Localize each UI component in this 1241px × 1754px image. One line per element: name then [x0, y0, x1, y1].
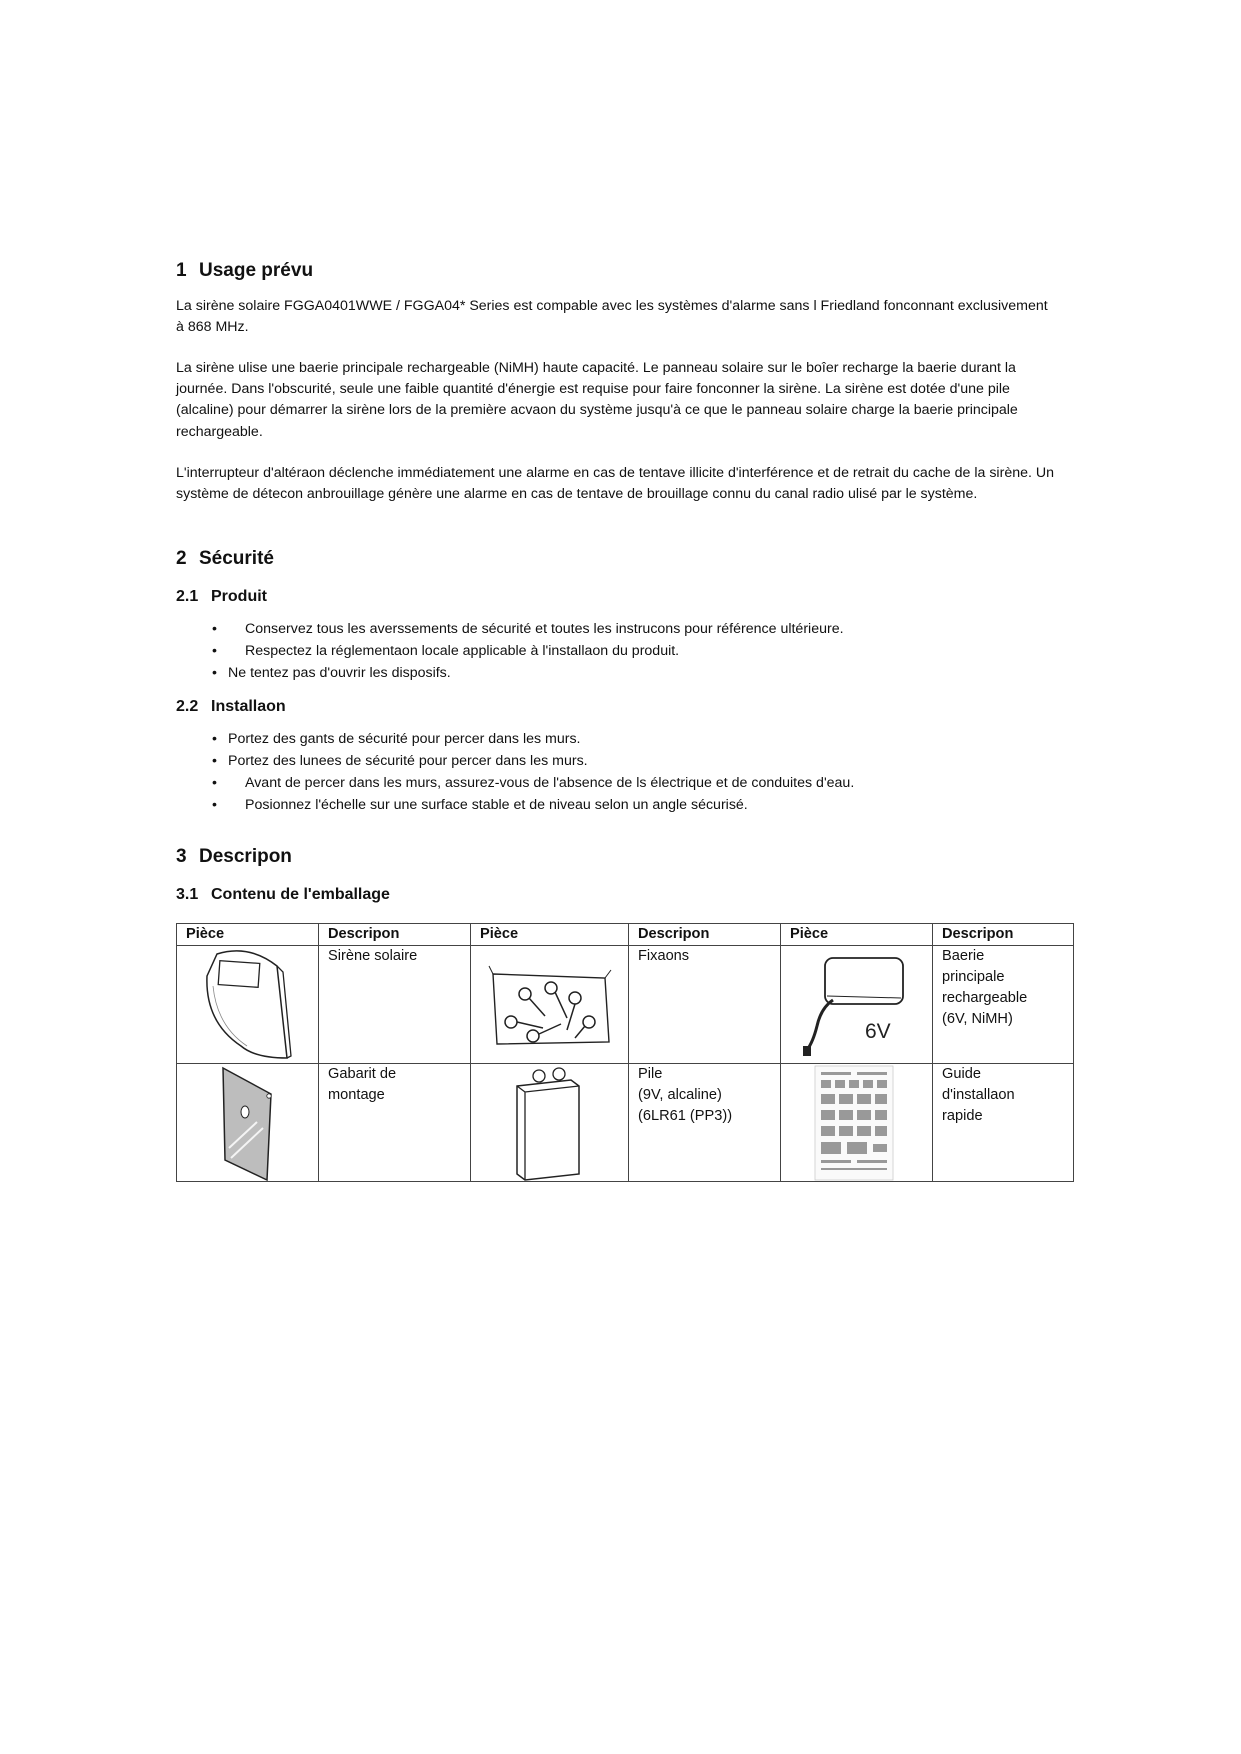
description-line: principale	[942, 969, 1005, 985]
battery-pack-icon	[781, 946, 933, 1064]
mounting-template-icon	[177, 1064, 319, 1182]
piece-image-cell	[781, 946, 933, 1064]
description-line: (9V, alcaline)	[638, 1087, 722, 1103]
description-cell	[629, 1064, 781, 1182]
table-row	[177, 1064, 1074, 1182]
intended-use-paragraph-2: La sirène ulise une baerie principale rechargeable (NiMH) haute capacité. Le panneau solaire sur le boîer recharge la baerie durant la journée. Dans l'obscurité, seule une faible quantité d'énergie est requise pour faire fonconner la sirène. La sirène est dotée d'une pile (alcaline) pour démarrer la sirène lors de la première acvaon du système jusqu'à ce que le panneau solaire charge la baerie principale rechargeable.	[176, 360, 1018, 440]
section-2-heading	[176, 548, 274, 570]
section-3-heading	[176, 846, 292, 868]
description-line: (6LR61 (PP3))	[638, 1108, 733, 1124]
list-item-text: Ne tentez pas d'ouvrir les disposifs.	[228, 665, 451, 681]
bullet-icon: •	[212, 665, 217, 681]
description-cell	[319, 1064, 471, 1182]
description-cell	[933, 946, 1074, 1064]
description-line: Pile	[638, 1066, 663, 1082]
description-line: Gabarit de	[328, 1066, 397, 1082]
description-line: (6V, NiMH)	[942, 1011, 1013, 1027]
table-header-row	[177, 924, 1074, 946]
column-header: Descripon	[319, 924, 471, 946]
bullet-icon: •	[212, 621, 217, 637]
package-contents-table	[176, 923, 1074, 1182]
description-line: Fixaons	[638, 948, 690, 964]
piece-image-cell	[471, 1064, 629, 1182]
list-item-text: Portez des lunees de sécurité pour percer dans les murs.	[228, 753, 588, 769]
piece-image-cell	[177, 946, 319, 1064]
list-item-text: Posionnez l'échelle sur une surface stable et de niveau selon un angle sécurisé.	[245, 797, 748, 813]
column-header: Descripon	[629, 924, 781, 946]
solar-siren-icon	[177, 946, 319, 1064]
description-line: d'installaon	[942, 1087, 1015, 1103]
piece-image-cell	[177, 1064, 319, 1182]
bullet-icon: •	[212, 797, 217, 813]
description-cell	[319, 946, 471, 1064]
subsection-2-2-heading	[176, 698, 286, 716]
description-cell	[933, 1064, 1074, 1182]
piece-image-cell	[471, 946, 629, 1064]
column-header: Pièce	[781, 924, 933, 946]
subsection-number: 2.2	[176, 698, 199, 715]
list-item-text: Respectez la réglementaon locale applicable à l'installaon du produit.	[245, 643, 680, 659]
description-line: rechargeable	[942, 990, 1028, 1006]
list-item-text: Avant de percer dans les murs, assurez-vous de l'absence de ls électrique et de conduites d'eau.	[245, 775, 855, 791]
column-header: Pièce	[471, 924, 629, 946]
section-number: 1	[176, 260, 187, 281]
description-line: rapide	[942, 1108, 983, 1124]
description-line: Baerie	[942, 948, 985, 964]
section-number: 2	[176, 548, 187, 569]
intended-use-paragraph-3: L'interrupteur d'altéraon déclenche immédiatement une alarme en cas de tentave illicite d'interférence et de retrait du cache de la sirène. Un système de détecon anbrouillage génère une alarme en cas de tentave de brouillage connu du canal radio ulisé par le système.	[176, 465, 1055, 503]
subsection-2-1-heading	[176, 588, 267, 606]
bullet-icon: •	[212, 643, 217, 659]
9v-battery-icon	[471, 1064, 629, 1182]
battery-voltage-label: 6V	[865, 1020, 891, 1043]
bullet-icon: •	[212, 775, 217, 791]
section-1-heading	[176, 260, 313, 282]
quick-guide-icon	[781, 1064, 933, 1182]
subsection-3-1-heading	[176, 886, 390, 904]
intended-use-paragraph-1: La sirène solaire FGGA0401WWE / FGGA04* Series est compable avec les systèmes d'alarme sans l Friedland fonconnant exclusivement à 868 MHz.	[176, 298, 1048, 336]
description-cell	[629, 946, 781, 1064]
description-line: montage	[328, 1087, 385, 1103]
list-item-text: Conservez tous les averssements de sécurité et toutes les instrucons pour référence ultérieure.	[245, 621, 844, 637]
section-number: 3	[176, 846, 187, 867]
section-title: Descripon	[199, 846, 292, 867]
screws-bag-icon	[471, 946, 629, 1064]
description-line: Guide	[942, 1066, 981, 1082]
bullet-icon: •	[212, 731, 217, 747]
subsection-number: 3.1	[176, 886, 199, 903]
bullet-icon: •	[212, 753, 217, 769]
table-row	[177, 946, 1074, 1064]
section-title: Usage prévu	[199, 260, 314, 281]
subsection-title: Installaon	[211, 698, 286, 715]
description-line: Sirène solaire	[328, 948, 418, 964]
subsection-title: Produit	[211, 588, 267, 605]
section-title: Sécurité	[199, 548, 274, 569]
subsection-title: Contenu de l'emballage	[211, 886, 390, 903]
column-header: Pièce	[177, 924, 319, 946]
subsection-number: 2.1	[176, 588, 199, 605]
piece-image-cell	[781, 1064, 933, 1182]
list-item-text: Portez des gants de sécurité pour percer dans les murs.	[228, 731, 581, 747]
column-header: Descripon	[933, 924, 1074, 946]
